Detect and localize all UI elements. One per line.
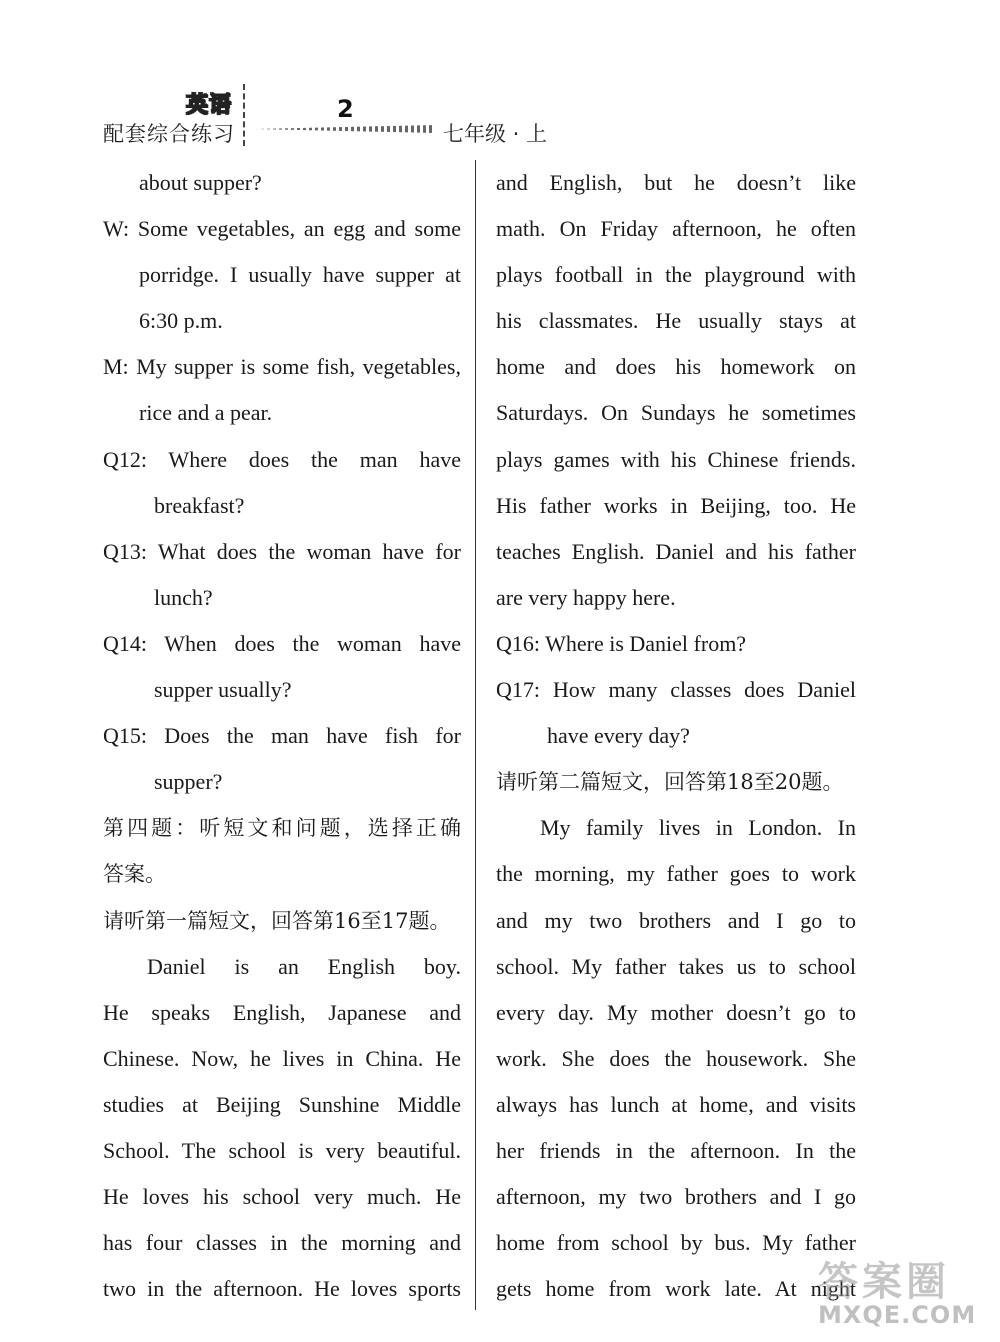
subject-badge: 英语	[186, 93, 233, 118]
text-line: every day. My mother doesn’t go to	[496, 999, 856, 1025]
text-line: work. She does the housework. She	[496, 1045, 856, 1071]
text-line: His father works in Beijing, too. He	[496, 492, 856, 518]
text-line: and English, but he doesn’t like	[496, 170, 856, 195]
text-line: math. On Friday afternoon, he often	[496, 216, 856, 242]
text-line: My family lives in London. In	[540, 815, 856, 841]
text-line: afternoon, my two brothers and I go	[496, 1184, 856, 1210]
question-q15: Q15: Does the man have fish for	[103, 723, 461, 749]
text-line: W: Some vegetables, an egg and some	[103, 216, 461, 242]
text-line: have every day?	[547, 723, 690, 749]
text-line: Daniel is an English boy.	[147, 953, 461, 979]
watermark-url: MXQE.COM	[818, 1301, 977, 1329]
left-column	[103, 160, 461, 1312]
question-q14: Q14: When does the woman have	[103, 630, 461, 656]
text-line: and my two brothers and I go to	[496, 907, 856, 933]
section-heading: 答案。	[103, 862, 166, 887]
section-heading: 第四题：听短文和问题，选择正确	[103, 816, 461, 841]
text-line: Chinese. Now, he lives in China. He	[103, 1045, 461, 1071]
text-line: Saturdays. On Sundays he sometimes	[496, 400, 856, 426]
page-number: 2	[337, 95, 354, 123]
header-divider	[243, 84, 245, 146]
watermark	[818, 1250, 993, 1340]
question-q13: Q13: What does the woman have for	[103, 538, 461, 564]
text-line: M: My supper is some fish, vegetables,	[103, 354, 461, 380]
text-line: always has lunch at home, and visits	[496, 1091, 856, 1117]
right-column	[496, 160, 856, 1312]
text-line: school. My father takes us to school	[496, 953, 856, 979]
question-q12: Q12: Where does the man have	[103, 446, 461, 472]
arrow-decoration	[255, 122, 435, 136]
text-line: has four classes in the morning and	[103, 1230, 461, 1256]
passage-instruction: 请听第二篇短文，回答第18至20题。	[496, 770, 844, 795]
question-q17: Q17: How many classes does Daniel	[496, 677, 856, 703]
text-line: supper usually?	[154, 677, 292, 703]
text-line: gets home from work late. At night	[496, 1276, 856, 1302]
text-line: her friends in the afternoon. In the	[496, 1137, 856, 1163]
text-line: home from school by bus. My father	[496, 1230, 856, 1256]
text-line: He loves his school very much. He	[103, 1184, 461, 1210]
text-line: supper?	[154, 769, 223, 795]
text-line: breakfast?	[154, 492, 245, 518]
text-line: his classmates. He usually stays at	[496, 308, 856, 334]
passage-instruction: 请听第一篇短文，回答第16至17题。	[103, 908, 451, 933]
text-line: the morning, my father goes to work	[496, 861, 856, 887]
text-line: are very happy here.	[496, 584, 676, 610]
watermark-logo: 答案圈	[818, 1259, 950, 1305]
column-divider	[475, 160, 476, 1310]
text-line: porridge. I usually have supper at	[139, 262, 461, 288]
text-line: teaches English. Daniel and his father	[496, 538, 856, 564]
text-line: rice and a pear.	[139, 400, 273, 426]
text-line: about supper?	[139, 170, 262, 195]
text-line: lunch?	[154, 584, 213, 610]
text-line: 6:30 p.m.	[139, 308, 223, 334]
text-line: home and does his homework on	[496, 354, 856, 380]
text-line: plays games with his Chinese friends.	[496, 446, 856, 472]
question-q16: Q16: Where is Daniel from?	[496, 630, 747, 656]
book-title: 配套综合练习	[103, 122, 235, 146]
text-line: studies at Beijing Sunshine Middle	[103, 1091, 461, 1117]
text-line: School. The school is very beautiful.	[103, 1137, 461, 1163]
page-header	[0, 0, 1000, 150]
text-line: two in the afternoon. He loves sports	[103, 1276, 461, 1302]
text-line: He speaks English, Japanese and	[103, 999, 461, 1025]
grade-label: 七年级 · 上	[443, 122, 548, 146]
text-line: plays football in the playground with	[496, 262, 856, 288]
